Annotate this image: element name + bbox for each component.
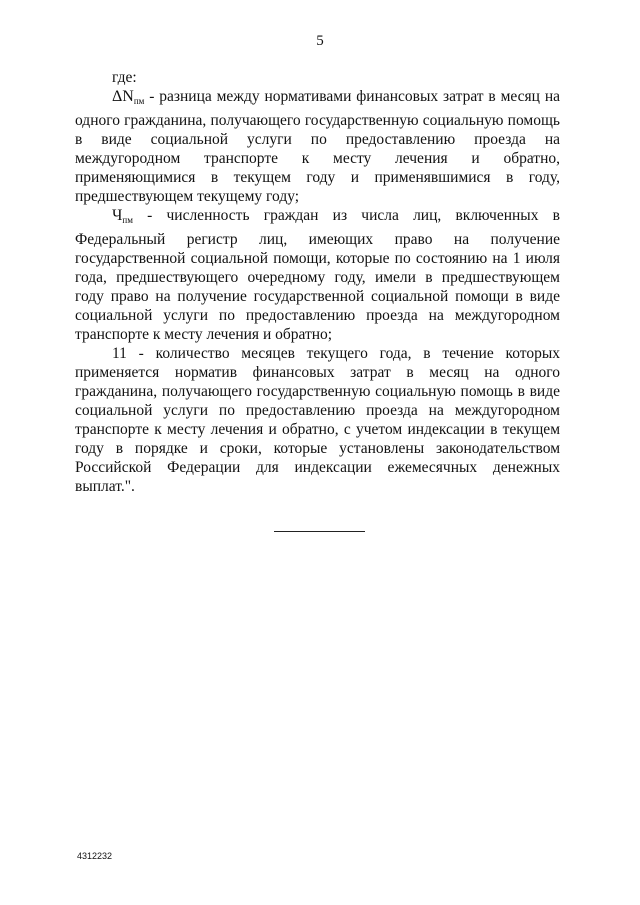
intro-text: где: xyxy=(112,69,137,86)
document-body xyxy=(75,68,560,496)
definition-text: - количество месяцев текущего года, в течение которых применяется норматив финансовых затрат в месяц на одного гражданина, получающего государственную социальную помощь в виде социальной услуги по предоставлению проезда на междугородном транспорте к месту лечения и обратно, с учетом индексации в текущем году в порядке и сроки, которые установлены законодательством Российской Федерации для индексации ежемесячных денежных выплат.". xyxy=(75,345,560,495)
definition-text: - численность граждан из числа лиц, включенных в Федеральный регистр лиц, имеющих право на получение государственной социальной помощи, которые по состоянию на 1 июля года, предшествующего очередному году, имели в предшествующем году право на получение государственной социальной помощи в виде социальной услуги по предоставлению проезда на междугородном транспорте к месту лечения и обратно; xyxy=(75,207,560,343)
definition-text: - разница между нормативами финансовых затрат в месяц на одного гражданина, получающего государственную социальную помощь в виде социальной услуги по предоставлению проезда на междугородном транспорте к месту лечения и обратно, применяющимися в текущем году и применявшимися в году, предшествующем текущему году; xyxy=(75,88,560,205)
definition-subscript: пм xyxy=(122,215,133,225)
definition-symbol: ΔN xyxy=(112,88,134,105)
document-code: 4312232 xyxy=(77,851,113,861)
definition-months xyxy=(75,344,560,496)
definition-symbol: 11 xyxy=(112,345,127,362)
page-number: 5 xyxy=(316,33,324,49)
definition-delta-n xyxy=(75,87,560,206)
definition-ch xyxy=(75,206,560,344)
definition-subscript: пм xyxy=(133,96,145,106)
section-divider xyxy=(274,531,365,532)
definition-symbol: Ч xyxy=(112,207,123,224)
